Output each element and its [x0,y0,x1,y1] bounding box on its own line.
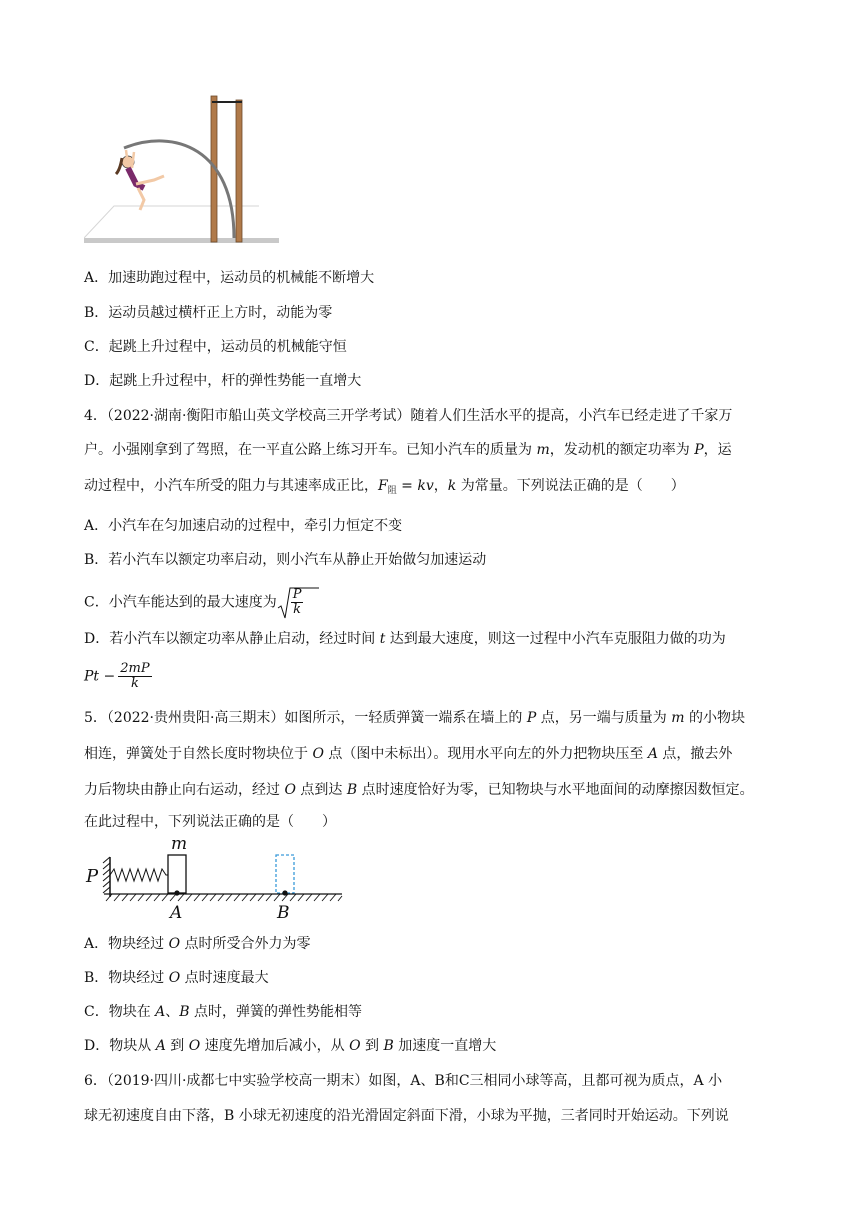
diagram-label-m: m [171,834,188,854]
q4-option-b: B．若小汽车以额定功率启动，则小汽车从静止开始做匀加速运动 [84,552,487,568]
q4-text: 为常量。下列说法正确的是（ ） [456,478,685,494]
q5-option-b [84,968,269,988]
q5-text: 点时速度最大 [180,970,269,986]
q4-stem-line1: 4．（2022·湖南·衡阳市船山英文学校高三开学考试）随着人们生活水平的提高，小汽车已经走进了千家万 [84,408,733,424]
q4-d-numerator: 2mP [120,661,150,676]
q4-var-P: P [694,442,704,458]
q5-stem-line2 [84,744,732,764]
q4-var-k: k [447,478,457,494]
q5-text: 到 [165,1038,189,1054]
q5-var-B: B [179,1004,190,1020]
q5-stem-line3 [84,780,754,800]
q4-d-denominator: k [130,676,139,691]
q5-var-A: A [647,746,658,762]
q5-option-c [84,1002,362,1022]
q5-text: A．物块经过 [84,936,169,952]
q4-d-expr-prefix: Pt − [84,668,116,685]
q5-var-m: m [671,710,685,726]
q5-text: 点到达 [295,782,347,798]
diagram-label-b: B [277,903,290,923]
q5-var-O: O [349,1038,361,1054]
spring-diagram-figure [84,835,354,925]
q6-stem-line2: 球无初速度自由下落，B 小球无初速度的沿光滑固定斜面下滑，小球为平抛，三者同时开始运动。下列说 [84,1108,729,1124]
q4-force-subscript: 阻 [387,486,397,496]
q5-option-a [84,934,311,954]
q4-sqrt-expression [277,588,304,617]
q4-text: D．若小汽车以额定功率从静止启动，经过时间 [84,631,380,647]
q5-stem-line1 [84,708,745,728]
q4-text: 户。小强刚拿到了驾照，在一平直公路上练习开车。已知小汽车的质量为 [84,442,537,458]
q5-text: 点时，弹簧的弹性势能相等 [189,1004,363,1020]
q5-text: 点时速度恰好为零，已知物块与水平地面间的动摩擦因数恒定。 [357,782,754,798]
q3-option-b: B．运动员越过横杆正上方时，动能为零 [84,305,333,321]
q5-var-O: O [168,970,181,986]
q4-text: ， [433,478,448,494]
q5-var-O: O [168,936,181,952]
q5-var-A: A [155,1004,166,1020]
diagram-label-p: P [86,866,99,887]
sqrt-sign-icon [277,586,319,622]
q5-var-P: P [526,710,537,726]
q5-text: C．物块在 [84,1004,156,1020]
q5-stem-line4: 在此过程中，下列说法正确的是（ ） [84,814,336,830]
q5-text: D．物块从 [84,1038,156,1054]
q4-stem-line3 [84,476,685,501]
q5-text: 的小物块 [684,710,745,726]
q5-var-B: B [383,1038,394,1054]
q4-option-d [84,629,726,649]
q4-force-symbol: F [378,478,388,494]
diagram-label-a: A [170,903,183,923]
q4-text: ，发动机的额定功率为 [549,442,695,458]
q5-text: 到 [360,1038,384,1054]
q4-text: 动过程中，小汽车所受的阻力与其速率成正比， [84,478,378,494]
q5-var-O: O [188,1038,201,1054]
q3-option-d: D．起跳上升过程中，杆的弹性势能一直增大 [84,373,362,389]
q5-text: 、 [165,1004,180,1020]
q4-var-m: m [536,442,550,458]
q4-option-c-text: C．小汽车能达到的最大速度为 [84,594,277,611]
q4-c-numerator: P [292,587,302,602]
q4-option-a: A．小汽车在匀加速启动的过程中，牵引力恒定不变 [84,518,403,534]
q5-text: 力后物块由静止向右运动，经过 [84,782,285,798]
q4-var-t: t [379,631,386,647]
q5-text: B．物块经过 [84,970,169,986]
pole-vault-figure [84,88,284,250]
q4-option-d-expression [84,662,152,691]
q5-text: 5．（2022·贵州贵阳·高三期末）如图所示，一轻质弹簧一端系在墙上的 [84,710,527,726]
q6-stem-line1: 6．（2019·四川·成都七中实验学校高一期末）如图，A、B和C三相同小球等高，且都可视为质点，A 小 [84,1073,723,1089]
q5-option-d [84,1036,496,1056]
q5-text: 加速度一直增大 [393,1038,497,1054]
q4-stem-line2 [84,440,732,460]
q3-option-c: C．起跳上升过程中，运动员的机械能守恒 [84,339,347,355]
q3-option-a: A．加速助跑过程中，运动员的机械能不断增大 [84,270,375,286]
q5-var-A: A [155,1038,166,1054]
q4-c-denominator: k [293,602,302,617]
q5-text: 相连，弹簧处于自然长度时物块位于 [84,746,313,762]
q5-text: 速度先增加后减小，从 [200,1038,350,1054]
q4-text: ，运 [703,442,732,458]
q5-var-B: B [346,782,358,798]
q5-var-O: O [284,782,296,798]
spring-block-diagram [84,835,354,925]
q5-text: 点，另一端与质量为 [536,710,672,726]
q5-var-O: O [312,746,324,762]
q4-text: 达到最大速度，则这一过程中小汽车克服阻力做的功为 [385,631,726,647]
q5-text: 点时所受合外力为零 [180,936,311,952]
q5-text: 点（图中未标出）。现用水平向左的外力把物块压至 [323,746,648,762]
q5-text: 点，撤去外 [657,746,733,762]
q4-equation: = kv [396,478,434,494]
q4-option-c [84,588,303,617]
